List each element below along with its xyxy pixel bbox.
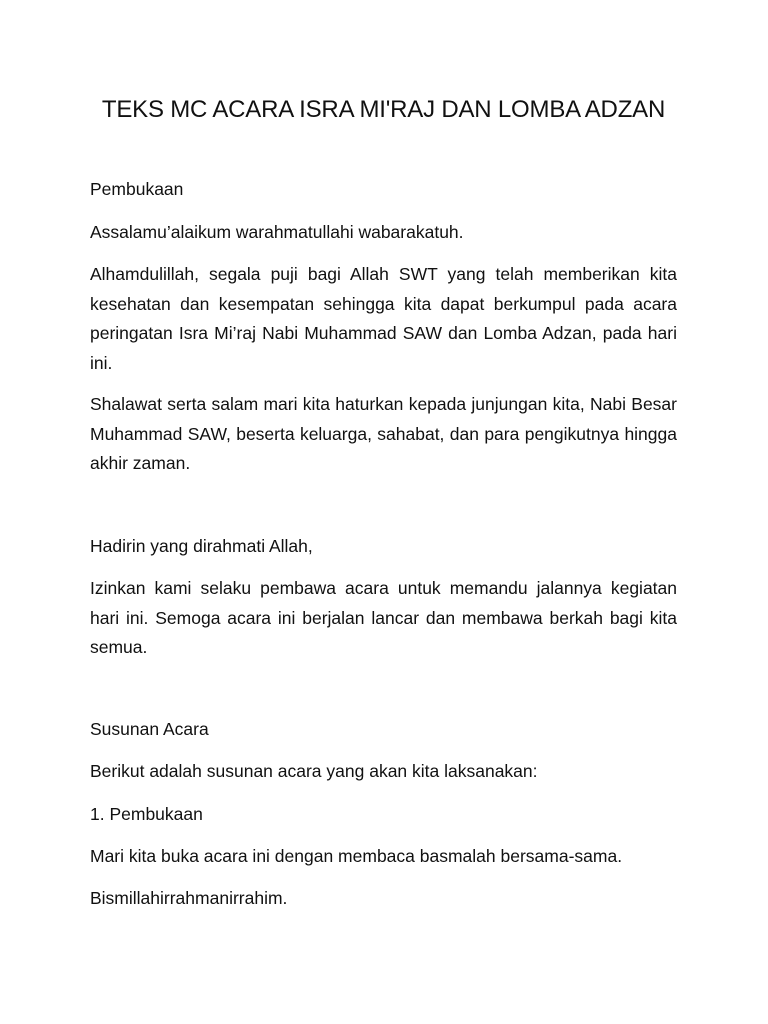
document-title: TEKS MC ACARA ISRA MI'RAJ DAN LOMBA ADZAN	[101, 96, 666, 123]
paragraph-berikut: Berikut adalah susunan acara yang akan kita laksanakan:	[90, 761, 538, 781]
paragraph-hadirin: Hadirin yang dirahmati Allah,	[90, 536, 313, 556]
paragraph-shalawat: Shalawat serta salam mari kita haturkan kepada junjungan kita, Nabi Besar Muhammad SAW, beserta keluarga, sahabat, dan para pengikutnya hingga akhir zaman.	[90, 394, 677, 473]
paragraph-alhamdulillah: Alhamdulillah, segala puji bagi Allah SWT yang telah memberikan kita kesehatan dan kesempatan sehingga kita dapat berkumpul pada acara peringatan Isra Mi’raj Nabi Muhammad SAW dan Lomba Adzan, pada hari ini.	[90, 264, 677, 373]
paragraph-basmalah: Mari kita buka acara ini dengan membaca basmalah bersama-sama.	[90, 846, 623, 866]
paragraph-salam: Assalamu’alaikum warahmatullahi wabarakatuh.	[90, 222, 464, 242]
paragraph-izinkan: Izinkan kami selaku pembawa acara untuk memandu jalannya kegiatan hari ini. Semoga acara ini berjalan lancar dan membawa berkah bagi kita semua.	[90, 578, 677, 657]
section-heading-susunan-acara: Susunan Acara	[90, 719, 209, 739]
list-item-pembukaan: 1. Pembukaan	[90, 804, 203, 824]
section-heading-pembukaan: Pembukaan	[90, 179, 184, 199]
paragraph-bismillah: Bismillahirrahmanirrahim.	[90, 888, 288, 908]
